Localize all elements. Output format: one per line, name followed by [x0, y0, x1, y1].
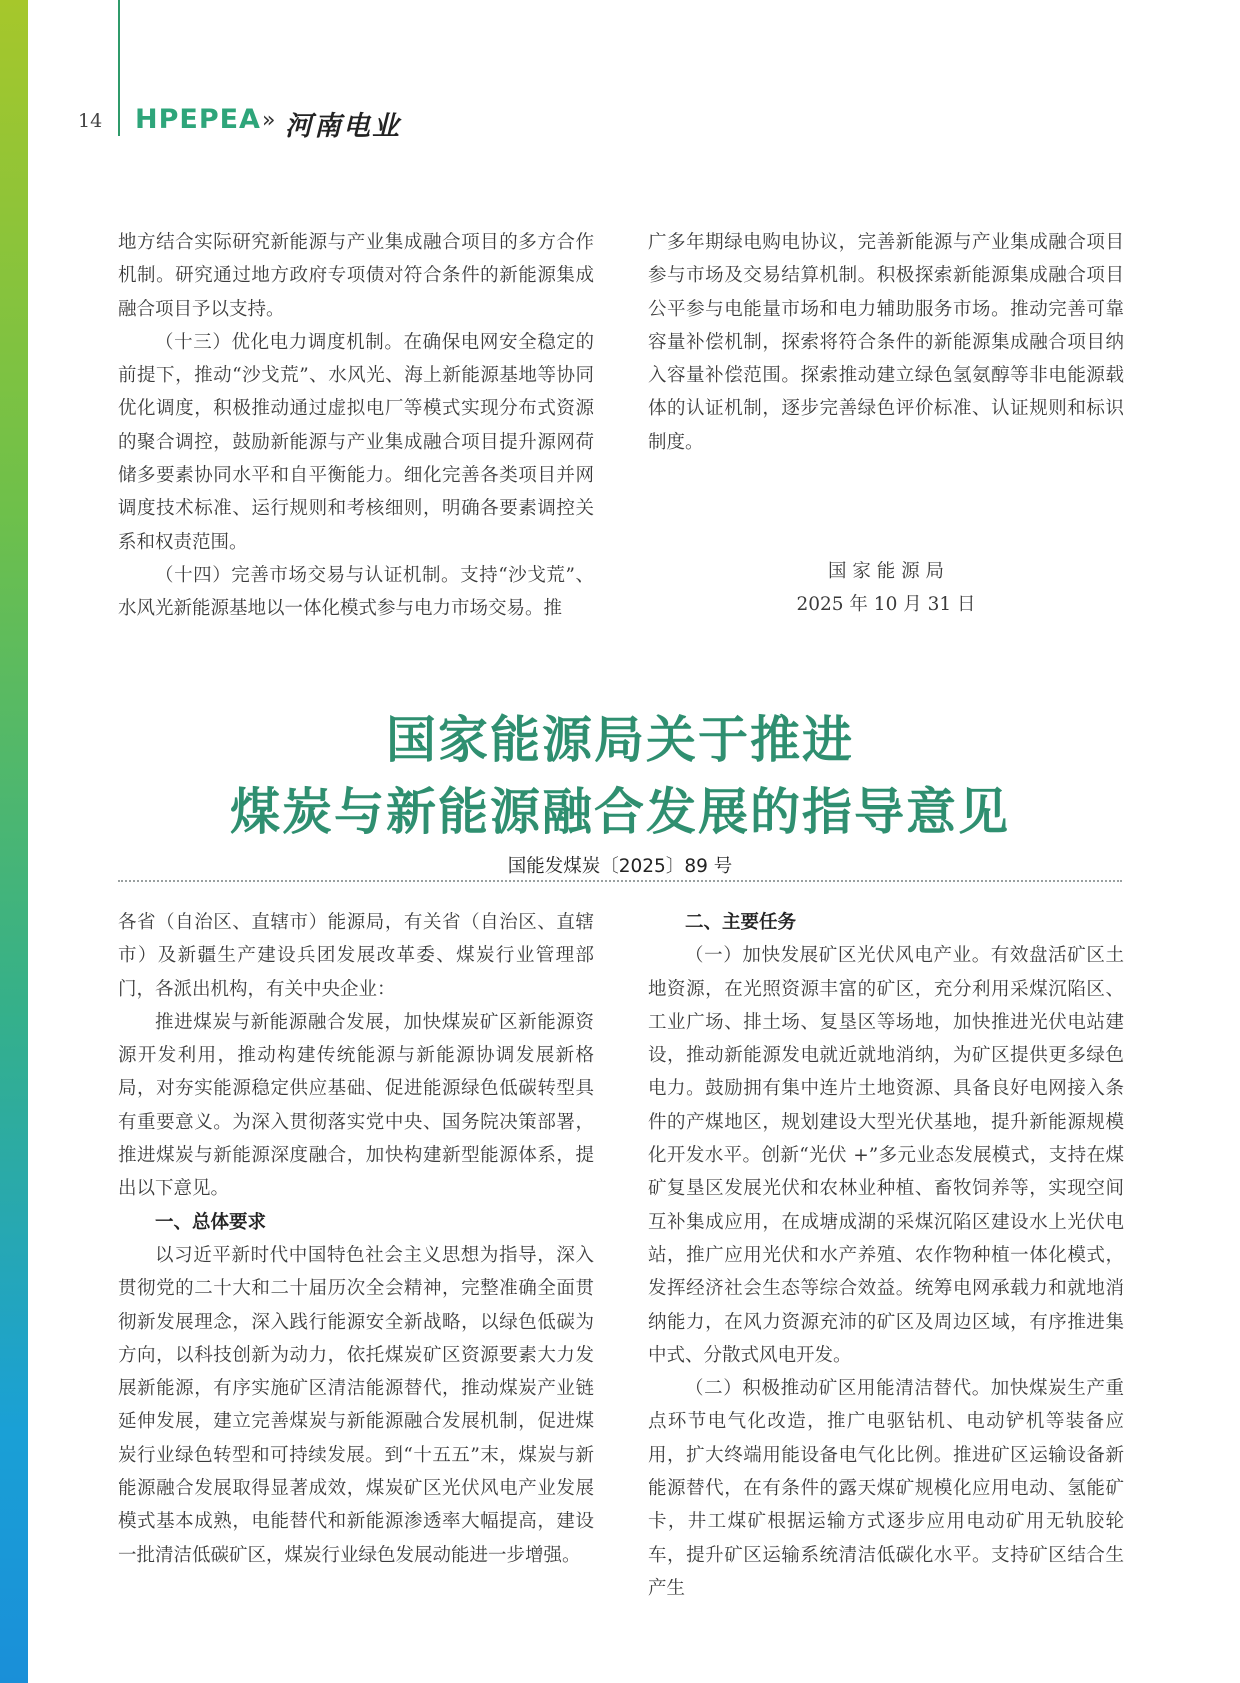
article-title-line-1: 国家能源局关于推进 — [386, 711, 854, 769]
bottom-right-column — [648, 906, 1124, 1605]
article-title-line-2: 煤炭与新能源融合发展的指导意见 — [230, 783, 1010, 841]
paragraph: （十三）优化电力调度机制。在确保电网安全稳定的前提下，推动“沙戈荒”、水风光、海上新能源基地等协同优化调度，积极推动通过虚拟电厂等模式实现分布式资源的聚合调控，鼓励新能源与产业集成融合项目提升源网荷储多要素协同水平和自平衡能力。细化完善各类项目并网调度技术标准、运行规则和考核细则，明确各要素调控关系和权责范围。 — [118, 331, 594, 553]
issuer-signature: 国 家 能 源 局 — [827, 561, 945, 583]
header-divider — [118, 0, 120, 136]
paragraph: （一）加快发展矿区光伏风电产业。有效盘活矿区土地资源，在光照资源丰富的矿区，充分利用采煤沉陷区、工业广场、排土场、复垦区等场地，加快推进光伏电站建设，推动新能源发电就近就地消纳，为矿区提供更多绿色电力。鼓励拥有集中连片土地资源、具备良好电网接入条件的产煤地区，规划建设大型光伏基地，提升新能源规模化开发水平。创新“光伏 +”多元业态发展模式，支持在煤矿复垦区发展光伏和农林业种植、畜牧饲养等，实现空间互补集成应用，在成塘成湖的采煤沉陷区建设水上光伏电站，推广应用光伏和水产养殖、农作物种植一体化模式，发挥经济社会生态等综合效益。统筹电网承载力和就地消纳能力，在风力资源充沛的矿区及周边区域，有序推进集中式、分散式风电开发。 — [648, 945, 1124, 1366]
issue-date: 2025 年 10 月 31 日 — [796, 594, 976, 616]
paragraph: 以习近平新时代中国特色社会主义思想为指导，深入贯彻党的二十大和二十届历次全会精神，完整准确全面贯彻新发展理念，深入践行能源安全新战略，以绿色低碳为方向，以科技创新为动力，依托煤炭矿区资源要素大力发展新能源，有序实施矿区清洁能源替代，推动煤炭产业链延伸发展，建立完善煤炭与新能源融合发展机制，促进煤炭行业绿色转型和可持续发展。到“十五五”末，煤炭与新能源融合发展取得显著成效，煤炭矿区光伏风电产业发展模式基本成熟，电能替代和新能源渗透率大幅提高，建设一批清洁低碳矿区，煤炭行业绿色发展动能进一步增强。 — [118, 1244, 594, 1566]
side-color-bar — [0, 0, 28, 1683]
brand-chinese-logo: 河南电业 — [285, 111, 401, 142]
top-left-column — [118, 226, 594, 626]
paragraph: （十四）完善市场交易与认证机制。支持“沙戈荒”、水风光新能源基地以一体化模式参与电力市场交易。推 — [118, 564, 594, 620]
paragraph: 推进煤炭与新能源融合发展，加快煤炭矿区新能源资源开发利用，推动构建传统能源与新能源协调发展新格局，对夯实能源稳定供应基础、促进能源绿色低碳转型具有重要意义。为深入贯彻落实党中央、国务院决策部署，推进煤炭与新能源深度融合，加快构建新型能源体系，提出以下意见。 — [118, 1011, 594, 1200]
salutation: 各省（自治区、直辖市）能源局，有关省（自治区、直辖市）及新疆生产建设兵团发展改革委、煤炭行业管理部门，各派出机构，有关中央企业： — [118, 912, 594, 1000]
bottom-left-column — [118, 906, 594, 1572]
section-heading: 一、总体要求 — [155, 1211, 267, 1233]
paragraph: 地方结合实际研究新能源与产业集成融合项目的多方合作机制。研究通过地方政府专项债对符合条件的新能源集成融合项目予以支持。 — [118, 232, 594, 320]
brand-separator: » — [262, 108, 276, 133]
page-number: 14 — [78, 110, 103, 132]
paragraph: （二）积极推动矿区用能清洁替代。加快煤炭生产重点环节电气化改造，推广电驱钻机、电动铲机等装备应用，扩大终端用能设备电气化比例。推进矿区运输设备新能源替代，在有条件的露天煤矿规模化应用电动、氢能矿卡，井工煤矿根据运输方式逐步应用电动矿用无轨胶轮车，提升矿区运输系统清洁低碳化水平。支持矿区结合生产生 — [648, 1378, 1124, 1599]
dotted-divider — [118, 880, 1122, 882]
paragraph: 广多年期绿电购电协议，完善新能源与产业集成融合项目参与市场及交易结算机制。积极探索新能源集成融合项目公平参与电能量市场和电力辅助服务市场。推动完善可靠容量补偿机制，探索将符合条件的新能源集成融合项目纳入容量补偿范围。探索推动建立绿色氢氨醇等非电能源载体的认证机制，逐步完善绿色评价标准、认证规则和标识制度。 — [648, 232, 1124, 453]
section-heading: 二、主要任务 — [685, 912, 797, 933]
top-right-column — [648, 226, 1124, 622]
brand-latin-logo: HPEPEA — [135, 104, 261, 135]
document-number: 国能发煤炭〔2025〕89 号 — [507, 856, 733, 877]
